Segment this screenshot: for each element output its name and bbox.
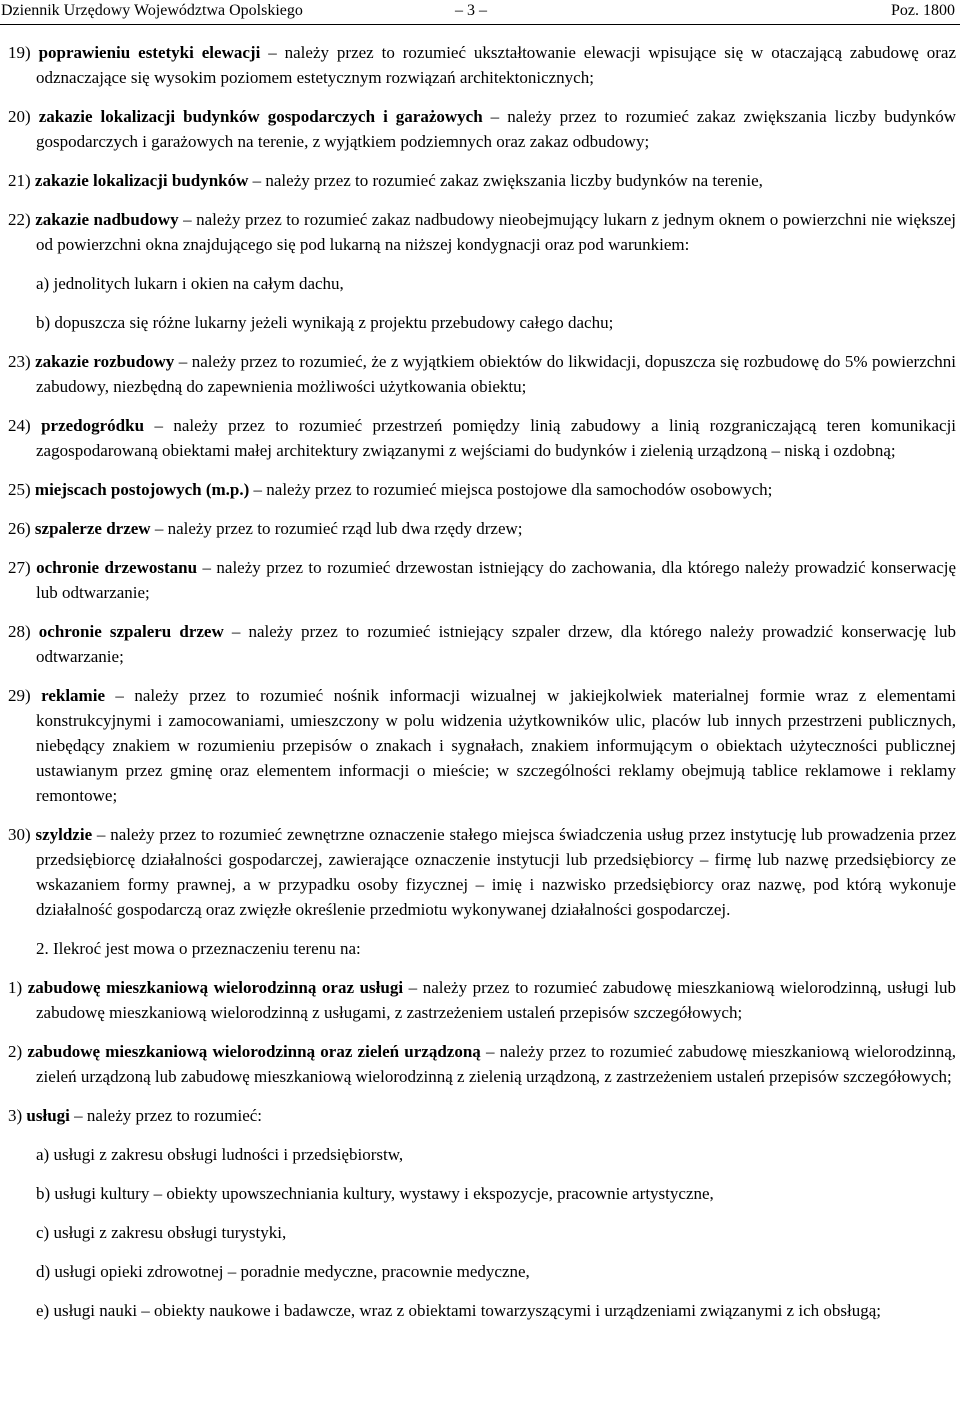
services-item-a: a) usługi z zakresu obsługi ludności i przedsiębiorstw, — [36, 1145, 404, 1164]
services-item-e: e) usługi nauki – obiekty naukowe i badawcze, wraz z obiektami towarzyszącymi i urządzeniami związanymi z ich obsługą; — [36, 1301, 881, 1320]
sub-item-a: a) jednolitych lukarn i okien na całym dachu, — [36, 274, 344, 293]
definition-21: 21) zakazie lokalizacji budynków – należy przez to rozumieć zakaz zwiększania liczby budynków na terenie, — [8, 171, 763, 190]
page-number: – 3 – — [455, 2, 487, 19]
definition-29: 29) reklamie – należy przez to rozumieć nośnik informacji wizualnej w jakiejkolwiek materialnej formie wraz z elementami konstrukcyjnymi i zamocowaniami, umieszczony w polu widzenia użytkowników ulic, placów lub innych przestrzeni publicznych, niebędący znakiem w rozumieniu przepisów o znakach i sygnałach, znakiem informującym o obiektach użyteczności publicznej ustawianym przez gminę oraz elementem informacji o mieście; w szczególności reklamy obejmują tablice reklamowe i reklamy remontowe; — [8, 686, 956, 805]
term: usługi — [26, 1106, 70, 1125]
definition-30: 30) szyldzie – należy przez to rozumieć zewnętrzne oznaczenie stałego miejsca świadczenia usług przez instytucję lub prowadzenia przez przedsiębiorcę działalności gospodarczej, zawierające oznaczenie instytucji lub przedsiębiorcy – firmę lub nazwę przedsiębiorcy ze wskazaniem formy prawnej, a w przypadku osoby fizycznej – imię i nazwisko przedsiębiorcy oraz nazwę, pod którą wykonuje działalność gospodarczą oraz zwięzłe określenie przedmiotu wykonywanej działalności gospodarczej. — [8, 825, 957, 919]
journal-title: Dziennik Urzędowy Województwa Opolskiego — [1, 2, 303, 19]
term: zakazie rozbudowy — [35, 352, 175, 371]
land-use-3: 3) usługi – należy przez to rozumieć: — [8, 1106, 263, 1125]
term: ochronie drzewostanu — [36, 558, 198, 577]
services-item-c: c) usługi z zakresu obsługi turystyki, — [36, 1223, 287, 1242]
term: zakazie lokalizacji budynków gospodarczych i garażowych — [38, 107, 483, 126]
term: zakazie lokalizacji budynków — [34, 171, 249, 190]
definition-24: 24) przedogródku – należy przez to rozumieć przestrzeń pomiędzy linią zabudowy a linią rozgraniczającą teren komunikacji zagospodarowaną obiektami małej architektury związanymi z wejściami do budynków i zielenią urządzoną – niską i ozdobną; — [8, 416, 957, 460]
land-use-1: 1) zabudowę mieszkaniową wielorodzinną oraz usługi – należy przez to rozumieć zabudowę mieszkaniową wielorodzinną, usługi lub zabudowę mieszkaniową wielorodzinną z usługami, z zastrzeżeniem ustaleń przepisów szczegółowych; — [8, 978, 957, 1022]
term: szpalerze drzew — [34, 519, 151, 538]
term: zabudowę mieszkaniową wielorodzinną oraz usługi — [27, 978, 404, 997]
services-item-b: b) usługi kultury – obiekty upowszechniania kultury, wystawy i ekspozycje, pracownie artystyczne, — [36, 1184, 714, 1203]
term: przedogródku — [41, 416, 145, 435]
definition-22: 22) zakazie nadbudowy – należy przez to rozumieć zakaz nadbudowy nieobejmujący lukarn z jednym oknem o powierzchni nie większej od powierzchni okna znajdującego się pod lukarną na niższej kondygnacji oraz pod warunkiem: — [8, 210, 957, 254]
term: poprawieniu estetyki elewacji — [38, 43, 261, 62]
term: szyldzie — [35, 825, 93, 844]
services-item-d: d) usługi opieki zdrowotnej – poradnie medyczne, pracownie medyczne, — [36, 1262, 530, 1281]
page-header — [0, 0, 960, 25]
definition-27: 27) ochronie drzewostanu – należy przez to rozumieć drzewostan istniejący do zachowania, dla którego należy prowadzić konserwację lub odtwarzanie; — [8, 558, 957, 602]
sub-item-b: b) dopuszcza się różne lukarny jeżeli wynikają z projektu przebudowy całego dachu; — [36, 313, 614, 332]
position-number: Poz. 1800 — [891, 2, 955, 19]
term: reklamie — [41, 686, 105, 705]
section-2-heading: 2. Ilekroć jest mowa o przeznaczeniu terenu na: — [36, 939, 361, 958]
definition-20: 20) zakazie lokalizacji budynków gospodarczych i garażowych – należy przez to rozumieć zakaz zwiększania liczby budynków gospodarczych i garażowych na terenie, z wyjątkiem podziemnych oraz zakaz odbudowy; — [8, 107, 956, 151]
definition-28: 28) ochronie szpaleru drzew – należy przez to rozumieć istniejący szpaler drzew, dla którego należy prowadzić konserwację lub odtwarzanie; — [8, 622, 956, 666]
term: zabudowę mieszkaniową wielorodzinną oraz zieleń urządzoną — [27, 1042, 481, 1061]
land-use-2: 2) zabudowę mieszkaniową wielorodzinną oraz zieleń urządzoną – należy przez to rozumieć zabudowę mieszkaniową wielorodzinną, zieleń urządzoną lub zabudowę mieszkaniową wielorodzinną z zielenią urządzoną, z zastrzeżeniem ustaleń przepisów szczegółowych; — [8, 1042, 957, 1086]
definition-23: 23) zakazie rozbudowy – należy przez to rozumieć, że z wyjątkiem obiektów do likwidacji, dopuszcza się rozbudowę do 5% powierzchni zabudowy, niezbędną do zapewnienia możliwości użytkowania obiektu; — [8, 352, 956, 396]
term: miejscach postojowych (m.p.) — [34, 480, 250, 499]
document-body — [0, 40, 960, 1337]
definition-26: 26) szpalerze drzew – należy przez to rozumieć rząd lub dwa rzędy drzew; — [8, 519, 523, 538]
term: zakazie nadbudowy — [35, 210, 179, 229]
definition-19: 19) poprawieniu estetyki elewacji – należy przez to rozumieć ukształtowanie elewacji wpisujące się w otaczającą zabudowę oraz odznaczające się wysokim poziomem estetycznym rozwiązań architektonicznych; — [8, 43, 957, 87]
term: ochronie szpaleru drzew — [38, 622, 224, 641]
definition-25: 25) miejscach postojowych (m.p.) – należy przez to rozumieć miejsca postojowe dla samochodów osobowych; — [8, 480, 773, 499]
